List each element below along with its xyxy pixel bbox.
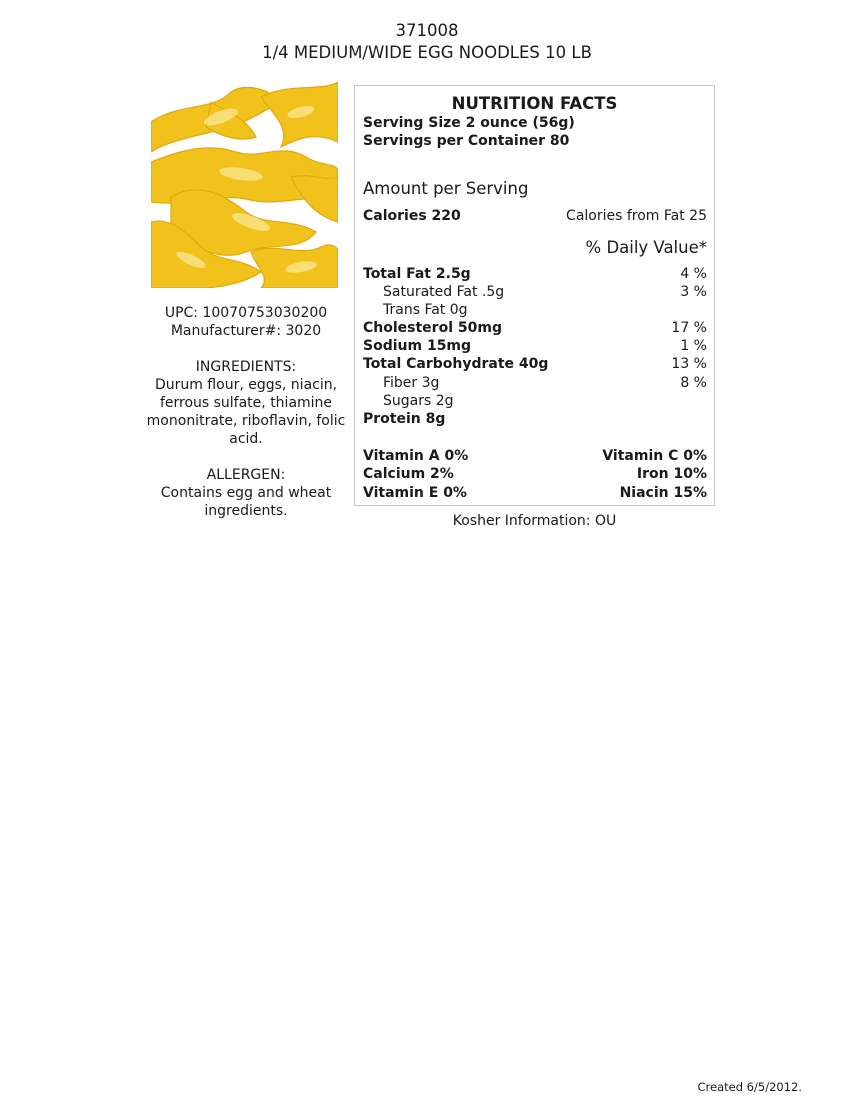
nutrition-title: NUTRITION FACTS xyxy=(451,94,618,113)
ingredients-heading: INGREDIENTS: xyxy=(195,359,297,375)
nutrient-saturated-fat-dv: 3 % xyxy=(680,284,707,300)
allergen-heading: ALLERGEN: xyxy=(206,467,286,483)
ingredients-text: Durum flour, eggs, niacin, ferrous sulfate, thiamine mononitrate, riboflavin, folic acid. xyxy=(146,377,346,447)
servings-per-container: Servings per Container 80 xyxy=(363,133,570,149)
nutrient-fiber-dv: 8 % xyxy=(680,375,707,391)
nutrient-trans-fat: Trans Fat 0g xyxy=(383,302,468,318)
serving-size: Serving Size 2 ounce (56g) xyxy=(363,115,575,131)
nutrient-fiber: Fiber 3g xyxy=(383,375,440,391)
nutrient-total-fat-dv: 4 % xyxy=(680,266,707,282)
nutrient-cholesterol-dv: 17 % xyxy=(671,320,707,336)
allergen-text: Contains egg and wheat ingredients. xyxy=(160,485,332,519)
nutrient-protein: Protein 8g xyxy=(363,411,446,427)
calories-from-fat: Calories from Fat 25 xyxy=(566,208,707,224)
product-name: 1/4 MEDIUM/WIDE EGG NOODLES 10 LB xyxy=(262,43,592,62)
product-info xyxy=(140,304,352,520)
nutrient-total-carbohydrate-dv: 13 % xyxy=(671,356,707,372)
nutrient-sodium-dv: 1 % xyxy=(680,338,707,354)
upc-code: UPC: 10070753030200 xyxy=(164,305,328,321)
nutrition-facts-panel xyxy=(354,85,715,506)
amount-per-serving: Amount per Serving xyxy=(363,179,529,198)
nutrient-saturated-fat: Saturated Fat .5g xyxy=(383,284,505,300)
calories: Calories 220 xyxy=(363,208,461,224)
page-header xyxy=(0,20,850,64)
niacin: Niacin 15% xyxy=(619,485,707,501)
kosher-information: Kosher Information: OU xyxy=(452,513,617,529)
vitamin-e: Vitamin E 0% xyxy=(363,485,467,501)
vitamin-c: Vitamin C 0% xyxy=(602,448,707,464)
nutrient-cholesterol: Cholesterol 50mg xyxy=(363,320,502,336)
manufacturer-number: Manufacturer#: 3020 xyxy=(170,323,322,339)
nutrient-total-fat: Total Fat 2.5g xyxy=(363,266,471,282)
created-date: Created 6/5/2012. xyxy=(697,1080,802,1094)
nutrient-sodium: Sodium 15mg xyxy=(363,338,472,354)
iron: Iron 10% xyxy=(636,466,707,482)
nutrient-sugars: Sugars 2g xyxy=(383,393,454,409)
calcium: Calcium 2% xyxy=(363,466,454,482)
egg-noodles-photo xyxy=(151,82,338,288)
item-number: 371008 xyxy=(395,21,459,40)
daily-value-heading: % Daily Value* xyxy=(585,238,707,257)
vitamin-a: Vitamin A 0% xyxy=(363,448,469,464)
nutrient-total-carbohydrate: Total Carbohydrate 40g xyxy=(363,356,549,372)
